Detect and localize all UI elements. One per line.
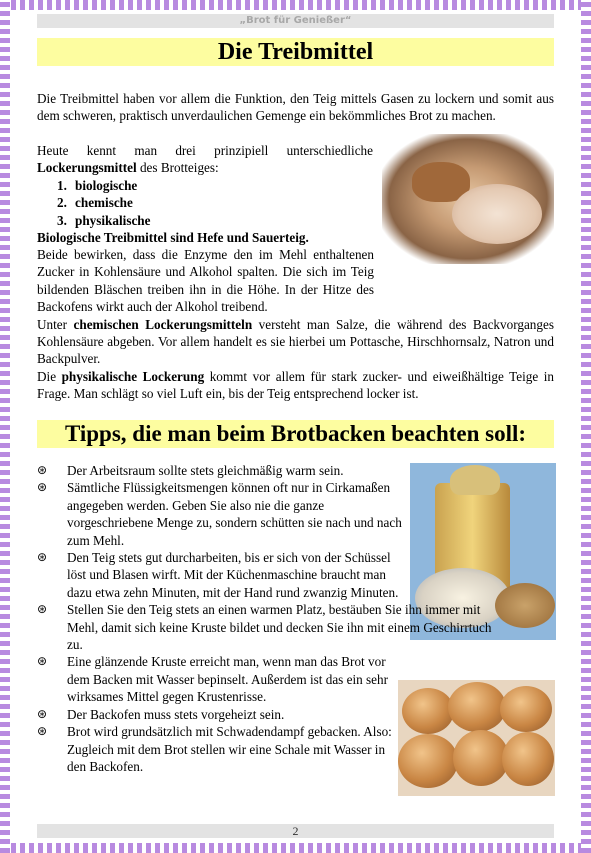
bio-paragraph-start	[37, 229, 373, 246]
bio-text-wrap	[37, 246, 554, 403]
chem-paragraph	[37, 316, 554, 368]
phys-bold: physikalische Lockerung	[61, 368, 205, 384]
bowl-shape	[452, 184, 542, 244]
list-item	[37, 177, 373, 194]
tip-text: Eine glänzende Kruste erreicht man, wenn man das Brot vor dem Backen mit Wasser bepinselt. Außerdem ist das ein sehr wirksames Mittel gegen Krustenrisse.	[67, 654, 388, 705]
tip-text: Der Backofen muss stets vorgeheizt sein.	[67, 706, 285, 722]
tip-text: Sämtliche Flüssigkeitsmengen können oft nur in Cirkamaßen angegeben werden. Geben Sie also nie die ganze vorgeschriebene Menge zu, sondern schütten sie nach und nach zum Mehl.	[67, 480, 402, 548]
tip-text: Stellen Sie den Teig stets an einen warmen Platz, bestäuben Sie ihn immer mit Mehl, damit sich keine Kruste bildet und decken Sie ihn mit einem Geschirrtuch zu.	[67, 602, 492, 653]
chem-text: versteht man Salze, die während des Backvorganges Kohlensäure abgeben. Vor allem handelt es sie hierbei um Pottasche, Hirschhornsalz, Natron und Backpulver.	[37, 316, 554, 367]
float-spacer	[374, 264, 554, 281]
list-label: chemische	[75, 195, 133, 211]
bullet-icon: ⊛	[37, 706, 48, 721]
intro-paragraph: Die Treibmittel haben vor allem die Funktion, den Teig mittels Gasen zu lockern und somit aus dem schweren, praktisch unverdaulichen Gemenge ein bekömmliches Brot zu machen.	[37, 91, 554, 124]
bullet-icon: ⊛	[37, 480, 48, 495]
float-spacer	[374, 246, 554, 264]
page-number: 2	[37, 824, 554, 838]
bullet-icon: ⊛	[37, 463, 48, 477]
roll-shape	[502, 732, 554, 786]
tips-block	[37, 462, 492, 775]
decorative-border-bottom	[0, 843, 591, 853]
list-item	[37, 479, 405, 549]
list-label: biologische	[75, 177, 138, 193]
bullet-icon: ⊛	[37, 724, 48, 739]
list-item	[37, 462, 422, 479]
list-number: 1.	[57, 177, 67, 193]
list-number: 2.	[57, 195, 67, 211]
phys-paragraph	[37, 368, 554, 403]
list-label: physikalische	[75, 212, 151, 228]
list-item	[37, 706, 405, 723]
treibmittel-types-block	[37, 142, 373, 246]
bullet-icon: ⊛	[37, 550, 48, 565]
decorative-border-top	[0, 0, 591, 10]
tip-text: Der Arbeitsraum sollte stets gleichmäßig warm sein.	[67, 463, 344, 478]
types-lead-end: des Brotteiges:	[136, 160, 219, 176]
decorative-border-right	[581, 0, 591, 853]
tip-text: Den Teig stets gut durcharbeiten, bis er sich von der Schüssel löst und Blasen wirft. Mit der Küchenmaschine braucht man dazu etwa zehn Minuten, mit der Hand rund zwanzig Minuten.	[67, 550, 399, 600]
section-title-tipps: Tipps, die man beim Brotbacken beachten soll:	[37, 420, 554, 448]
chem-bold: chemischen Lockerungsmitteln	[73, 316, 253, 332]
bullet-icon: ⊛	[37, 602, 48, 617]
grain-pile-shape	[495, 583, 555, 628]
dough-bowl-image	[382, 134, 554, 264]
list-item	[37, 549, 405, 601]
decorative-border-left	[0, 0, 10, 853]
list-item	[37, 601, 497, 653]
bio-paragraph-text: Beide bewirken, dass die Enzyme den im Mehl enthaltenen Zucker in Kohlensäure und Alkohol spalten. Die sich im Teig bildenden Bläschen treiben ihn in die Höhe. In der Hitze des Backofens wirkt auch der Alkohol treibend.	[37, 247, 374, 315]
list-item	[37, 723, 405, 775]
roll-shape	[500, 686, 552, 732]
section-title-treibmittel: Die Treibmittel	[37, 38, 554, 66]
tips-list	[37, 462, 492, 775]
page-header: „Brot für Genießer“	[37, 14, 554, 28]
list-item	[37, 653, 405, 705]
chem-start: Unter	[37, 316, 74, 332]
tip-text: Brot wird grundsätzlich mit Schwadendampf gebacken. Also: Zugleich mit dem Brot stellen wir eine Schale mit Wasser in den Backofen.	[67, 724, 392, 774]
phys-text: kommt vor allem für stark zucker- und eiweißhältige Teige in Frage. Man schlägt so viel Luft ein, bis der Teig entsprechend locker ist.	[37, 368, 555, 402]
bio-bold: Biologische Treibmittel sind Hefe und Sauerteig.	[37, 230, 309, 246]
types-lead	[37, 142, 373, 177]
types-list	[37, 177, 373, 229]
bullet-icon: ⊛	[37, 654, 48, 669]
treibmittel-intro	[37, 90, 554, 125]
list-item	[37, 212, 373, 229]
types-lead-bold: Lockerungsmittel	[37, 160, 137, 176]
types-lead-start: Heute kennt man drei prinzipiell unterschiedliche	[37, 143, 373, 158]
list-item	[37, 194, 373, 211]
list-number: 3.	[57, 212, 67, 228]
phys-start: Die	[37, 368, 62, 384]
